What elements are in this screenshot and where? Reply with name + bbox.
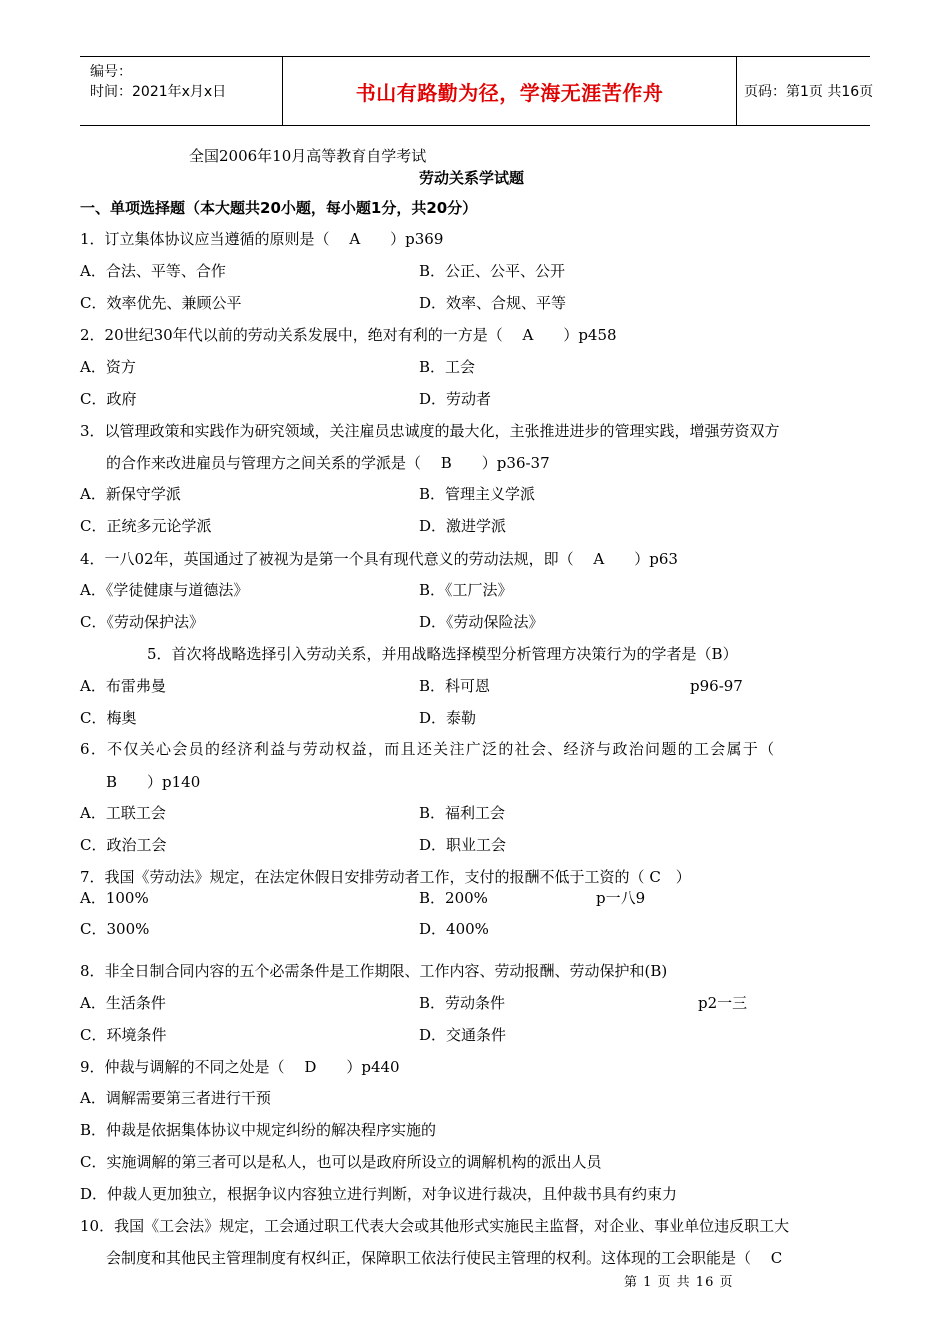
question-10: 10．我国《工会法》规定，工会通过职工代表大会或其他形式实施民主监督，对企业、事业单位违反职工大	[80, 1217, 790, 1235]
option-4a: A．《学徒健康与道德法》	[80, 581, 249, 599]
option-3a: A．新保守学派	[80, 485, 181, 503]
exam-line: 全国2006年10月高等教育自学考试	[189, 147, 427, 165]
option-1d: D．效率、合规、平等	[419, 294, 567, 312]
option-5c: C．梅奥	[80, 709, 137, 727]
page-header	[80, 56, 874, 126]
option-1b: B．公正、公平、公开	[419, 262, 566, 280]
page-ref-7: p一八9	[596, 889, 646, 907]
option-3c: C．正统多元论学派	[80, 517, 212, 535]
option-5a: A．布雷弗曼	[80, 677, 166, 695]
option-8b: B．劳动条件	[419, 994, 506, 1012]
option-5d: D．泰勒	[419, 709, 477, 727]
motto: 书山有路勤为径，学海无涯苦作舟	[355, 80, 664, 105]
option-2b: B．工会	[419, 358, 476, 376]
option-6b: B．福利工会	[419, 804, 506, 822]
option-2a: A．资方	[80, 358, 136, 376]
question-5: 5．首次将战略选择引入劳动关系，并用战略选择模型分析管理方决策行为的学者是（B）	[147, 645, 738, 663]
option-4c: C．《劳动保护法》	[80, 613, 204, 631]
question-8: 8．非全日制合同内容的五个必需条件是工作期限、工作内容、劳动报酬、劳动保护和(B)	[80, 962, 668, 980]
option-9d: D．仲裁人更加独立，根据争议内容独立进行判断，对争议进行裁决，且仲裁书具有约束力	[80, 1185, 678, 1203]
option-2d: D．劳动者	[419, 390, 492, 408]
option-3b: B．管理主义学派	[419, 485, 536, 503]
option-3d: D．激进学派	[419, 517, 507, 535]
section-title: 一、单项选择题（本大题共20小题，每小题1分，共20分）	[80, 199, 478, 217]
option-6c: C．政治工会	[80, 836, 167, 854]
question-6-cont: B ）p140	[106, 773, 201, 791]
option-1a: A．合法、平等、合作	[80, 262, 226, 280]
time-label: 时间：2021年x月x日	[90, 84, 227, 100]
question-9: 9．仲裁与调解的不同之处是（ D ）p440	[80, 1058, 400, 1076]
header-meta	[80, 57, 282, 125]
header-motto-cell	[282, 57, 737, 125]
page-code: 页码：第1页 共16页	[744, 84, 874, 100]
question-3: 3．以管理政策和实践作为研究领域，关注雇员忠诚度的最大化，主张推进进步的管理实践，增强劳资双方	[80, 422, 780, 440]
option-6d: D．职业工会	[419, 836, 507, 854]
page-ref-5: p96-97	[690, 677, 743, 695]
option-4d: D．《劳动保险法》	[419, 613, 544, 631]
question-3-cont: 的合作来改进雇员与管理方之间关系的学派是（ B ）p36-37	[106, 454, 550, 472]
subject-title: 劳动关系学试题	[419, 169, 525, 187]
option-8d: D．交通条件	[419, 1026, 507, 1044]
option-7c: C．300%	[80, 920, 150, 938]
option-7b: B．200%	[419, 889, 488, 907]
page-footer: 第 1 页 共 16 页	[624, 1275, 734, 1290]
question-7: 7．我国《劳动法》规定，在法定休假日安排劳动者工作，支付的报酬不低于工资的（ C ）	[80, 868, 691, 886]
option-5b: B．科可恩	[419, 677, 491, 695]
option-7a: A．100%	[80, 889, 149, 907]
question-4: 4．一八02年，英国通过了被视为是第一个具有现代意义的劳动法规，即（ A ）p63	[80, 550, 678, 568]
option-8a: A．生活条件	[80, 994, 166, 1012]
option-1c: C．效率优先、兼顾公平	[80, 294, 242, 312]
option-7d: D．400%	[419, 920, 489, 938]
number-label: 编号：	[90, 64, 132, 80]
question-2: 2．20世纪30年代以前的劳动关系发展中，绝对有利的一方是（ A ）p458	[80, 326, 617, 344]
question-10-cont: 会制度和其他民主管理制度有权纠正，保障职工依法行使民主管理的权利。这体现的工会职能是（ C	[106, 1249, 783, 1267]
option-9c: C．实施调解的第三者可以是私人，也可以是政府所设立的调解机构的派出人员	[80, 1153, 602, 1171]
option-6a: A．工联工会	[80, 804, 166, 822]
page-ref-8: p2一三	[698, 994, 748, 1012]
option-8c: C．环境条件	[80, 1026, 167, 1044]
header-page-cell	[736, 57, 874, 125]
question-1: 1．订立集体协议应当遵循的原则是（ A ）p369	[80, 230, 444, 248]
option-9a: A．调解需要第三者进行干预	[80, 1089, 271, 1107]
option-4b: B．《工厂法》	[419, 581, 513, 599]
question-6: 6．不仅关心会员的经济利益与劳动权益，而且还关注广泛的社会、经济与政治问题的工会属于（	[80, 740, 776, 758]
option-9b: B．仲裁是依据集体协议中规定纠纷的解决程序实施的	[80, 1121, 437, 1139]
option-2c: C．政府	[80, 390, 137, 408]
